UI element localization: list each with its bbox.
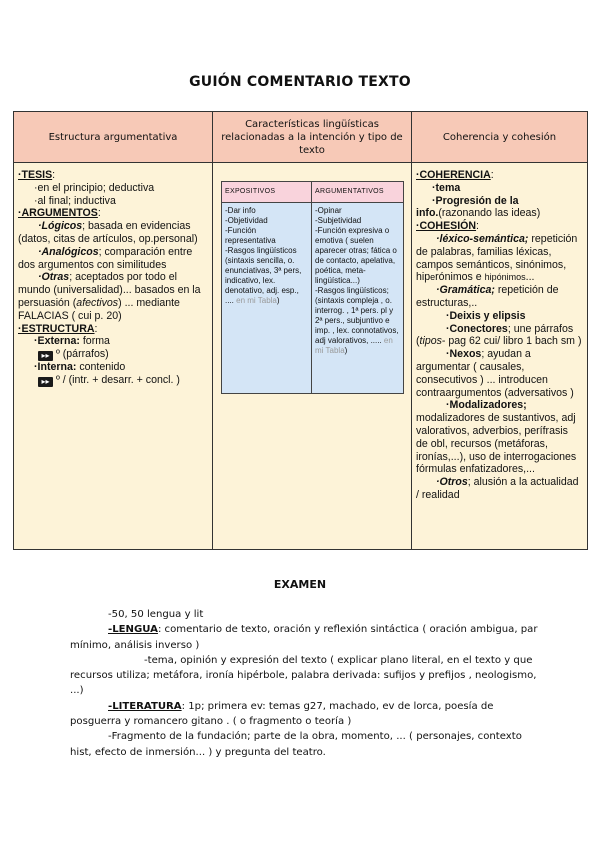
exam-section — [70, 607, 540, 760]
fragmento-line-text: -Fragmento de la fundación; parte de la obra, momento, ... ( personajes, contexto hist, efecto de inmersión... ) y pregunta del teatro. — [70, 731, 522, 758]
lexico-label: ·léxico-semántica; — [436, 232, 529, 245]
otras-label: ·Otras — [38, 271, 70, 284]
gramatica-label: ·Gramática; — [436, 284, 495, 297]
lengua-text: : comentario de texto, oración y reflexión sintáctica ( oración ambigua, par mínimo, análisis inverso ) — [70, 624, 538, 651]
argumentativos-end: ) — [344, 346, 348, 355]
modalizadores-label: ·Modalizadores; — [446, 399, 527, 412]
conectores-text-b: - pag 62 cui/ libro 1 bach sm ) — [441, 335, 582, 348]
lexico-text-b: rónimos e — [435, 271, 485, 284]
info-item — [416, 207, 582, 220]
tesis-label: ·TESIS — [18, 169, 53, 181]
tesis-item-1: ·en el principio; deductiva — [34, 181, 155, 194]
argumentos-label: ·ARGUMENTOS — [18, 207, 98, 220]
coherencia-cell — [412, 163, 588, 550]
estructura-label: ·ESTRUCTURA — [18, 322, 95, 335]
deixis-item: ·Deixis y elipsis — [446, 309, 526, 322]
header-coherencia: Coherencia y cohesión — [412, 112, 588, 163]
logicos-item — [18, 220, 207, 246]
modalizadores-item — [416, 399, 582, 476]
otras-item — [18, 271, 207, 322]
interna-sub-text: º / (intr. + desarr. + concl. ) — [55, 373, 180, 386]
logicos-text: ; basada en evidencias (datos, citas de artículos, op.personal) — [18, 220, 198, 245]
otros-item — [416, 476, 582, 502]
lexico-small-1: e — [430, 272, 436, 283]
arrow-symbol-icon: ▸▸ — [38, 351, 53, 361]
literatura-label: -LITERATURA — [108, 700, 182, 712]
progresion-item: ·Progresión de la — [432, 194, 519, 207]
coherencia-colon: : — [490, 169, 494, 181]
exam-tema — [70, 653, 540, 699]
expositivos-tabla-ref: en mi Tabla — [233, 296, 277, 305]
interna-item — [18, 361, 207, 374]
exam-literatura — [70, 699, 540, 730]
otras-text-a: ; aceptados por todo el mundo (universalidad)... basados en la persuasión ( — [18, 271, 201, 309]
literatura-text: : 1p; primera ev: temas g27, machado, ev de lorca, poesía de posguerra y romancero gitano . ( o fragmento o teoría ) — [70, 700, 494, 728]
argumentativos-header: ARGUMENTATIVOS — [312, 182, 404, 203]
lexico-item — [416, 233, 582, 284]
externa-sub-text: º (párrafos) — [55, 348, 109, 361]
externa-sub — [18, 348, 207, 361]
caracteristicas-cell — [213, 163, 412, 550]
arrow-symbol-icon: ▸▸ — [38, 377, 53, 387]
externa-label: ·Externa: — [34, 335, 80, 348]
conectores-text-a: ; une párrafos ( — [416, 322, 574, 348]
analogicos-label: ·Analógicos — [38, 245, 99, 258]
analogicos-text: ; comparación entre dos argumentos con similitudes — [18, 245, 193, 271]
interna-text: contenido — [76, 361, 126, 374]
lexico-text-a: repetición de palabras, familias léxicas, campos semánticos, sinónimos, hip — [416, 232, 578, 284]
coherencia-label: ·COHERENCIA — [416, 169, 491, 181]
info-text: (razonando las ideas) — [438, 207, 541, 220]
comment-guide-table — [13, 111, 588, 550]
otros-text: ; alusión a la actualidad / realidad — [416, 476, 579, 501]
tema-line-text: -tema, opinión y expresión del texto ( explicar plano literal, en el texto y que recursos utiliza; metáfora, ironía hipérbole, palabra derivada: sufijos y prefijos , neologismo, ...) — [70, 654, 537, 697]
lengua-label: -LENGUA — [108, 624, 158, 636]
expositivos-body — [222, 203, 312, 394]
argumentos-colon: : — [97, 207, 101, 220]
gramatica-item — [416, 284, 582, 310]
modalizadores-text: modalizadores de sustantivos, adj valorativos, adverbios, perífrasis de obl, recursos (metáforas, ironías,...), uso de interrogaciones fórmulas enfatizadores,... — [416, 412, 577, 476]
argumentativos-text: -Opinar -Subjetividad -Función expresiva o emotiva ( suelen aparecer otras; fática o de contacto, apelativa, poética, meta-lingüística...) -Rasgos lingüísticos; (sintaxis compleja , o. interrog. , 1ª pers. pl y 2ª pers., subjuntivo e imp. , lex. connotativos, adj valorativos, ..... — [315, 206, 399, 345]
estructura-cell — [14, 163, 213, 550]
externa-text: forma — [79, 335, 110, 348]
externa-item — [18, 335, 207, 348]
tema-item: ·tema — [432, 181, 461, 194]
exam-fragmento — [70, 729, 540, 760]
logicos-label: ·Lógicos — [38, 220, 83, 233]
conectores-tipos: tipos — [419, 335, 442, 348]
interna-sub — [18, 374, 207, 387]
analogicos-item — [18, 246, 207, 272]
argumentativos-body — [312, 203, 404, 394]
expositivos-header: EXPOSITIVOS — [222, 182, 312, 203]
exam-lengua — [70, 622, 540, 653]
exam-line-percentages: -50, 50 lengua y lit — [108, 609, 204, 620]
interna-label: ·Interna: — [34, 361, 77, 374]
conectores-item — [416, 323, 582, 349]
lexico-small-2: hipónimos — [484, 272, 526, 283]
text-type-table — [221, 181, 404, 394]
cohesion-colon: : — [476, 220, 479, 233]
tesis-item-2: ·al final; inductiva — [34, 194, 116, 207]
nexos-text: ; ayudan a argumentar ( causales, consecutivos ) ... introducen contraargumentos (adversativos ) — [416, 348, 574, 399]
otros-label: ·Otros — [436, 476, 468, 489]
expositivos-text: -Dar info -Objetividad -Función representativa -Rasgos lingüísticos (sintaxis sencilla, o. enunciativas, 3ª pers, indicativo, lex. denotativo, adj. esp., .... — [225, 206, 302, 305]
nexos-label: ·Nexos — [446, 348, 482, 361]
otras-afectivos: afectivos — [76, 296, 119, 309]
otras-text-b: ) ... mediante FALACIAS ( cui p. 20) — [18, 296, 180, 322]
exam-title: EXAMEN — [273, 578, 327, 591]
argumentativos-tabla-ref: en mi Tabla — [315, 336, 393, 355]
cohesion-label: ·COHESIÓN — [416, 220, 477, 233]
conectores-label: ·Conectores — [446, 322, 508, 335]
header-estructura: Estructura argumentativa — [14, 112, 213, 163]
lexico-text-c: ... — [525, 271, 535, 284]
estructura-colon: : — [94, 322, 98, 335]
tesis-colon: : — [52, 169, 56, 181]
nexos-item — [416, 348, 582, 399]
page-title: GUIÓN COMENTARIO TEXTO — [189, 74, 411, 90]
expositivos-end: ) — [276, 296, 280, 305]
header-caracteristicas: Características lingüísticas relacionadas a la intención y tipo de texto — [213, 112, 412, 163]
info-label: info. — [416, 207, 439, 220]
gramatica-text: repetición de estructuras,.. — [416, 284, 559, 309]
